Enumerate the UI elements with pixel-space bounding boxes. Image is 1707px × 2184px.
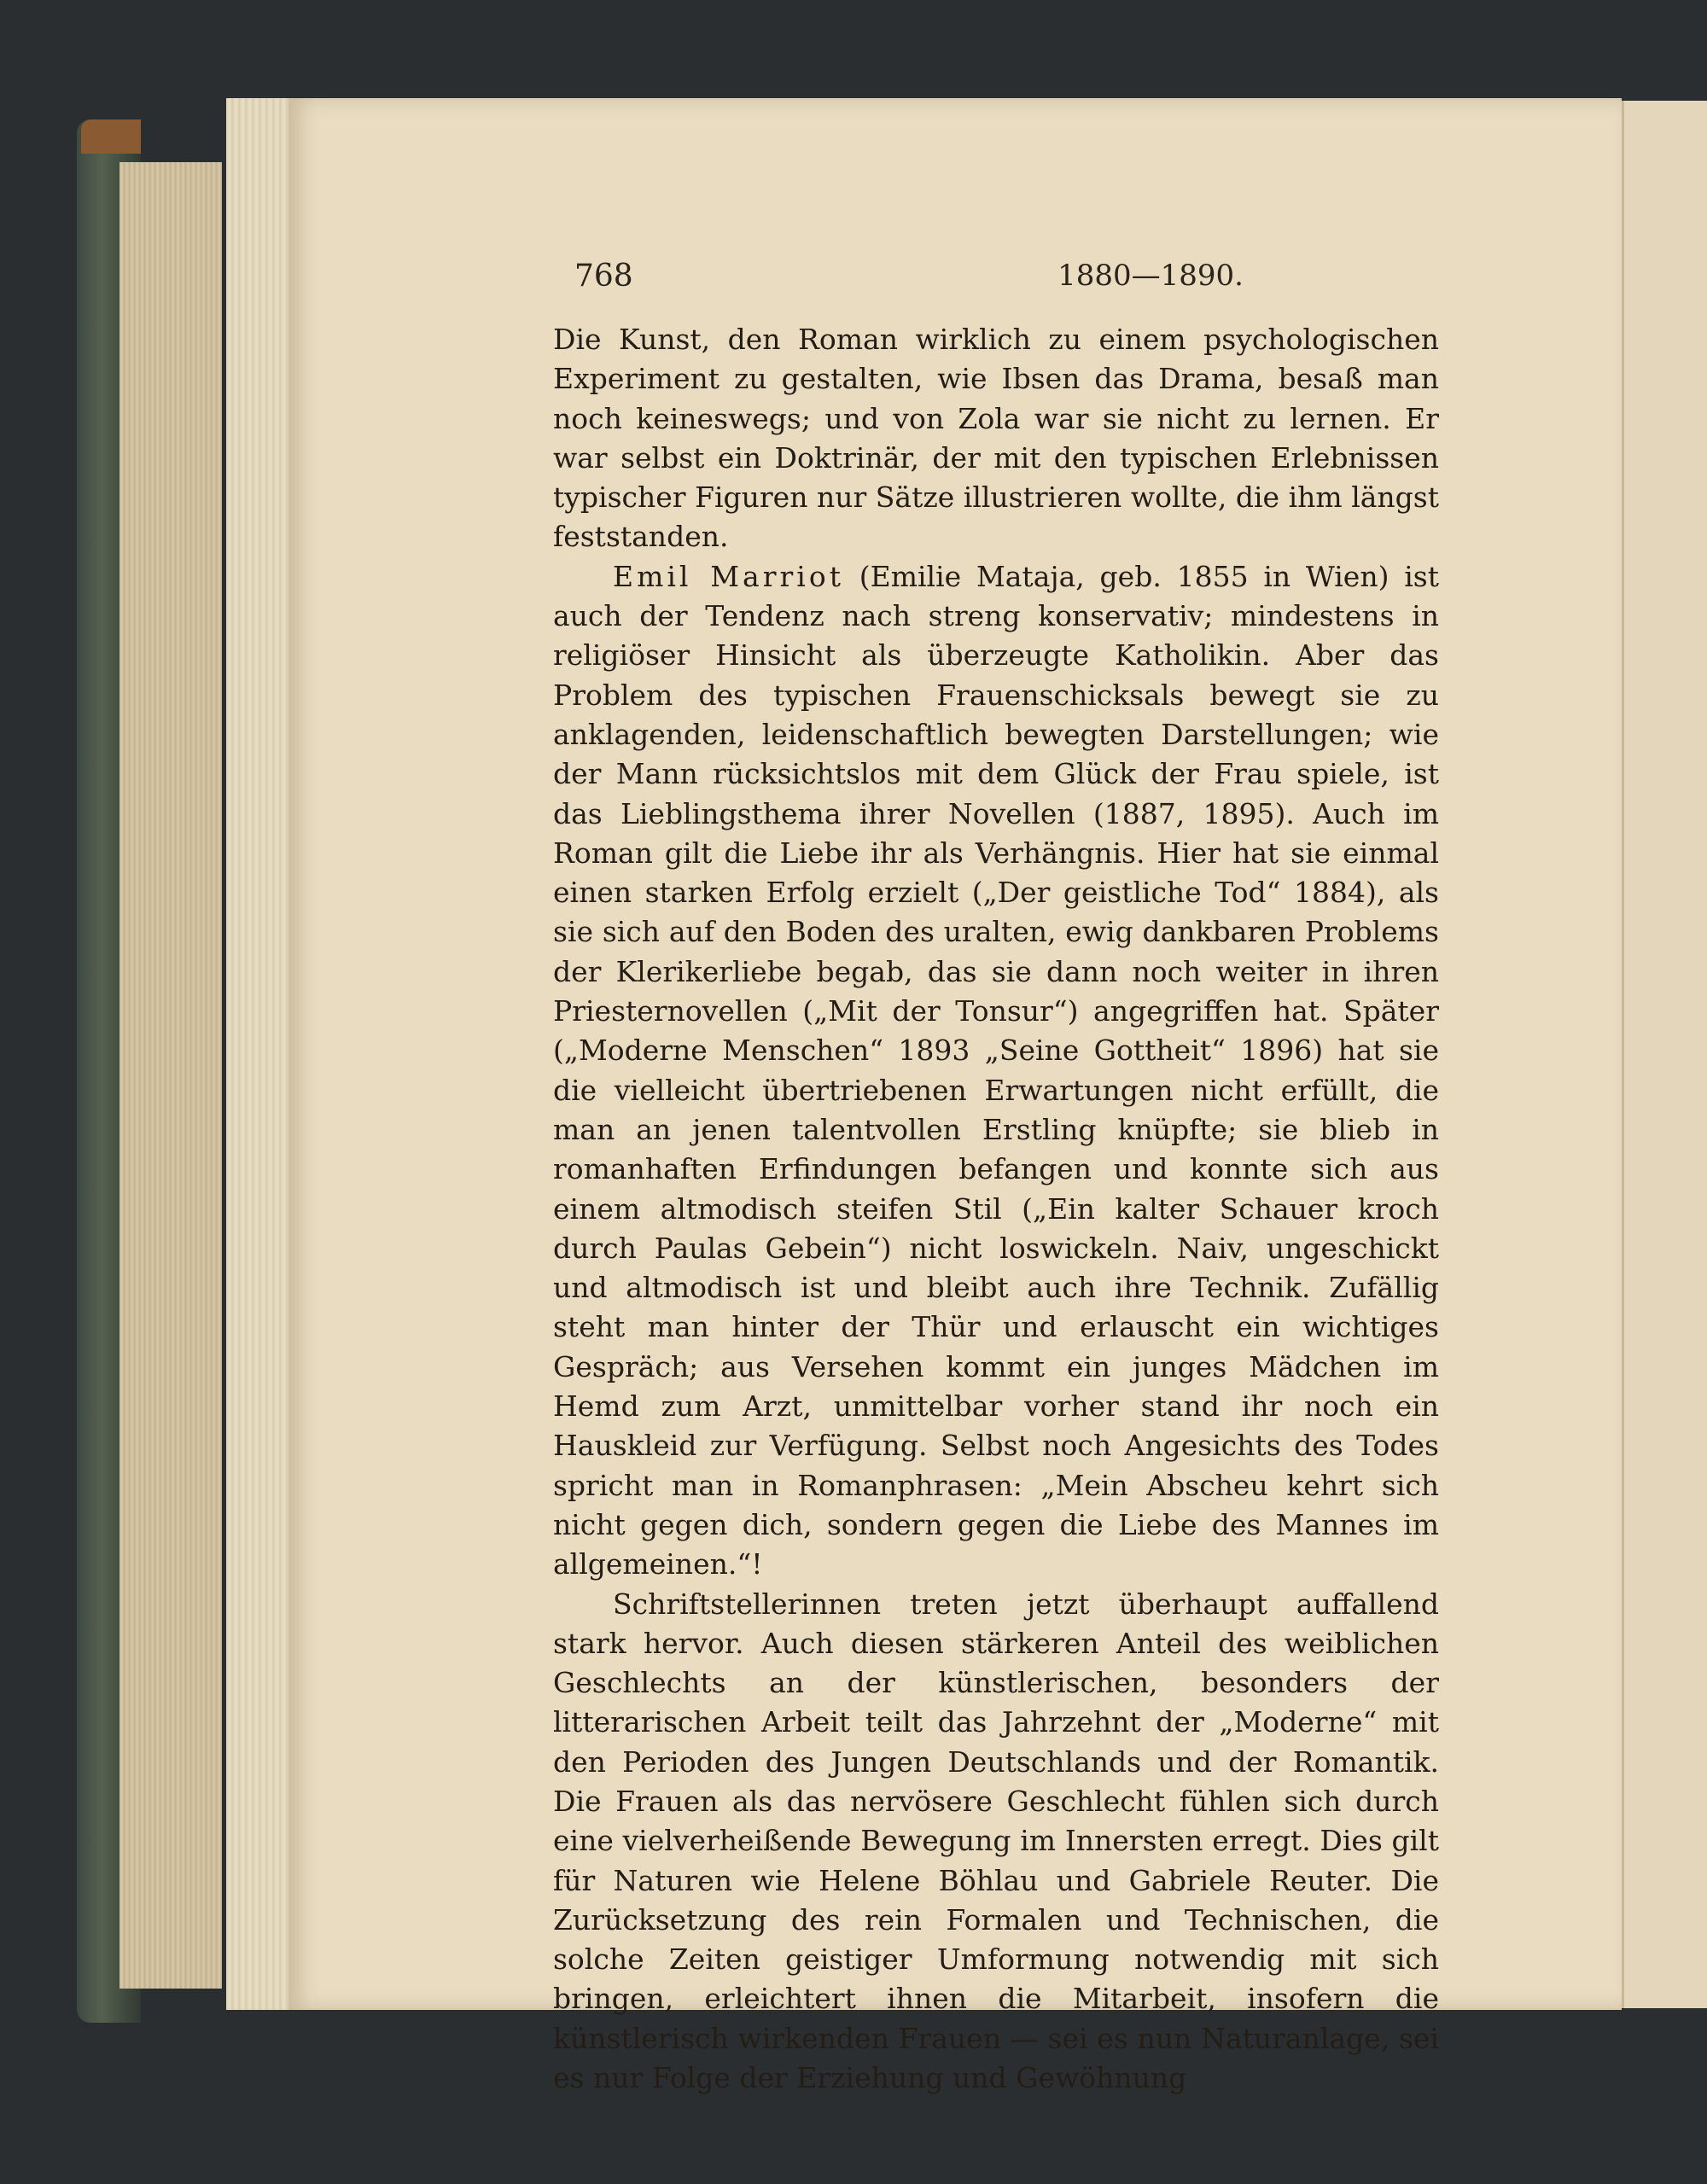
paragraph-1: Die Kunst, den Roman wirklich zu einem psychologischen Experiment zu gestalten, wie Ibsen das Drama, besaß man noch keineswegs; und von Zola war sie nicht zu lernen. Er war selbst ein Doktrinär, der mit den typischen Erlebnissen typischer Figuren nur Sätze illustrieren wollte, die ihm längst feststanden. (553, 323, 1439, 554)
page-leaves (226, 98, 290, 2010)
page-body (553, 320, 1439, 2098)
page-number: 768 (574, 259, 633, 294)
paragraph-2 (553, 557, 1439, 1585)
paragraph-3: Schriftstellerinnen treten jetzt überhaupt auffallend stark hervor. Auch diesen stärkeren Anteil des weiblichen Geschlechts an der künstlerischen, besonders der litterarischen Arbeit teilt das Jahrzehnt der „Moderne“ mit den Perioden des Jungen Deutschlands und der Romantik. Die Frauen als das nervösere Geschlecht fühlen sich durch eine vielverheißende Bewegung im Innersten erregt. Dies gilt für Naturen wie Helene Böhlau und Gabriele Reuter. Die Zurücksetzung des rein Formalen und Technischen, die solche Zeiten geistiger Umformung notwendig mit sich bringen, erleichtert ihnen die Mitarbeit, insofern die künstlerisch wirkenden Frauen — sei es nun Naturanlage, sei es nur Folge der Erziehung und Gewöhnung (553, 1587, 1439, 2095)
facing-page-edge (1622, 101, 1707, 2008)
book-page (288, 98, 1622, 2095)
running-header: 1880—1890. (1057, 259, 1244, 293)
spine-leather-corner (81, 119, 141, 154)
paragraph-2-text: (Emilie Mataja, geb. 1855 in Wien) ist auch der Tendenz nach streng konservativ; mindestens in religiöser Hinsicht als überzeugte Katholikin. Aber das Problem des typischen Frauenschicksals bewegt sie zu anklagenden, leidenschaftlich bewegten Darstellungen; wie der Mann rücksichtslos mit dem Glück der Frau spiele, ist das Lieblingsthema ihrer Novellen (1887, 1895). Auch im Roman gilt die Liebe ihr als Verhängnis. Hier hat sie einmal einen starken Erfolg erzielt („Der geistliche Tod“ 1884), als sie sich auf den Boden des uralten, ewig dankbaren Problems der Klerikerliebe begab, das sie dann noch weiter in ihren Priesternovellen („Mit der Tonsur“) angegriffen hat. Später („Moderne Menschen“ 1893 „Seine Gottheit“ 1896) hat sie die vielleicht übertriebenen Erwartungen nicht erfüllt, die man an jenen talentvollen Erstling knüpfte; sie blieb in romanhaften Erfindungen befangen und konnte sich aus einem altmodisch steifen Stil („Ein kalter Schauer kroch durch Paulas Gebein“) nicht loswickeln. Naiv, ungeschickt und altmodisch ist und bleibt auch ihre Technik. Zufällig steht man hinter der Thür und erlauscht ein wichtiges Gespräch; aus Versehen kommt ein junges Mädchen im Hemd zum Arzt, unmittelbar vorher stand ihr noch ein Hauskleid zur Verfügung. Selbst noch Angesichts des Todes spricht man in Romanphrasen: „Mein Abscheu kehrt sich nicht gegen dich, sondern gegen die Liebe des Mannes im allgemeinen.“! (553, 559, 1439, 1581)
page-block-edge (119, 162, 222, 1989)
author-name: Emil Marriot (613, 559, 844, 593)
